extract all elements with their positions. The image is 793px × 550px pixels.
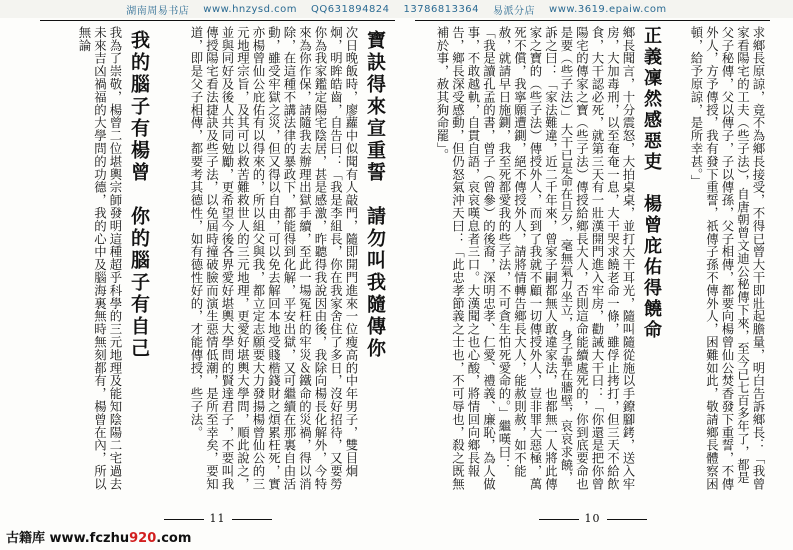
banner-agent-url: www.3619.epaiw.com	[549, 3, 667, 15]
page-number-value: 11	[209, 512, 226, 525]
banner-qq: QQ631894824	[311, 3, 390, 15]
watermark-url-b: 920	[129, 531, 157, 546]
section-heading-1: 寶訣得來宣重誓 請勿叫我隨傳你	[364, 30, 386, 360]
page-right	[415, 20, 770, 525]
closing-paragraph: 我為了崇敬，楊曾二位堪輿宗師發明這種超乎科學的三元地理及能知陰陽二宅過去未來吉凶禍福的大學問的功德，我的心中及腦海裏無時無刻都有，楊曾在內，所以無論	[77, 26, 123, 491]
body-paragraph: 次日晚飯時，廖蘿中似聞有人敲門，隨即開門進來一位瘦高的中年男子，雙目炯炯，明眸皓齒，自告曰：「我是李組長，你在我家舍住了多日，沒好招待，又要勞你為我家鑑定陽宅陰居，甚是感激，昨聽得我說因由後，我除向楊長化解外，今特來為你作保，請隨我去辦理出獄手續，至此一場冤枉的牢災＆鐵命的災禍，得以消除，在這種不講法律的暴政下，都能得到化解，平安出獄，又可繼續在那裏自由活動，雖受牢獄之災，但又得以自由，可以免去解回本地受賤楷錢財之煩累枉死，實亦楊曾仙公庇佑有以得來的，所以組父與我，都立定志願要大力發揚楊曾仙公的三元地理宗旨，及其可以救苦難救世人的三元地理，更愛好堪輿大學問，順此說之，並與同好及後人共同勉勵，更希望今後各界愛好堪輿大學問的賢達君子，不要叫我傳授陽宅看法捷訣及些子法，以免屆時撞破臉而演生惡情低潮，是所至幸矣，要知道，即是父子相傳，都要考其德性，如有德性好的，才能傳授，些子法。	[189, 26, 359, 491]
body-paragraph: 鄉長聞言，十分震怒，大拍桌桌，並打大干耳光，隨叫隨從施以手鐐腳銬，送入牢房，大加毒刑，以至奄奄一息，大干哭求饒老命一條，雖俘止拷打，但三天不給飲食，大干認必死，就第三天有一壯漢開門進入牢房，勸誡大干曰：「你還是把你曾陽宅的傳家之寶（些子法）傳授給鄉長大人，否則這命能續處死的，你到底要命也是要（些子法）」大干已是命在旦夕，毫無氣力坐立，身子靠在牆壁，哀哀求饒，訴之曰：「家法難違，近二千年來，曾家子嗣都無人敢違家法，也都無一人將此傳家之寶的（些子法）傳授外人，而到了我就不顧一切傳授外人，豈非罪大惡極，萬死不償，我寧願遭鍘，絕不傳授外人，請將情轉告鄉長大人，能赦則赦，如不能赦，就請早日施鍘，我至死都愛我的些子法，不可貪生怕死愛命的。」繼嘆曰：「我是讀孔孟的書，曾子（曾參）的後裔，深明忠孝、仁愛、禮義、廉恥，為人做事，不敢越軌，自貫自語，哀哀嘆息者三口。大漢聞之也心酸，將情回向鄉長報告，鄉長深受感動，但仍怒氣沖天曰：「此忠孝節義之士也，不可辱也，殺之既無補於事，赦其狗命罷」。	[435, 26, 636, 491]
watermark	[6, 527, 191, 546]
watermark-url-a: www.fczhu	[49, 531, 130, 546]
top-rule	[40, 20, 395, 21]
intro-paragraph: 求鄉長原諒，竟不為鄉長接受，不得已曾大干即壯起膽量，明白告訴鄉長：「我曾家看陽宅的工夫（些子法），自唐朝曾文迪公秘傳下來，至今已七百多年了，都是父子秘傳，父以傳子，子以傳孫，父子相傳，都要向楊曾仙公焚香發下重誓，不傳外人，方予傳授，我有發下重誓，祇傳子孫不傳外人，困難如此，敬請鄉長體察困頓，給予原諒，是所幸甚。」	[689, 26, 766, 491]
banner-phone: 13786813364	[403, 3, 480, 15]
section-heading-2: 我的腦子有楊曾 你的腦子有自己	[128, 30, 150, 360]
banner-name: 湖南周易书店	[126, 5, 190, 17]
page-left	[40, 20, 395, 525]
page-number	[533, 512, 653, 525]
banner-url: www.hnzysd.com	[203, 3, 298, 15]
watermark-url-c: .com	[156, 531, 192, 546]
section-heading: 正義凜然感惡吏 楊曾庇佑得饒命	[641, 26, 662, 341]
banner-agent: 易派分店	[493, 5, 536, 17]
page-number	[158, 512, 278, 525]
page-number-value: 10	[584, 512, 601, 525]
site-banner	[0, 0, 793, 18]
watermark-label: 古籍库	[6, 531, 46, 546]
top-rule	[415, 20, 770, 21]
